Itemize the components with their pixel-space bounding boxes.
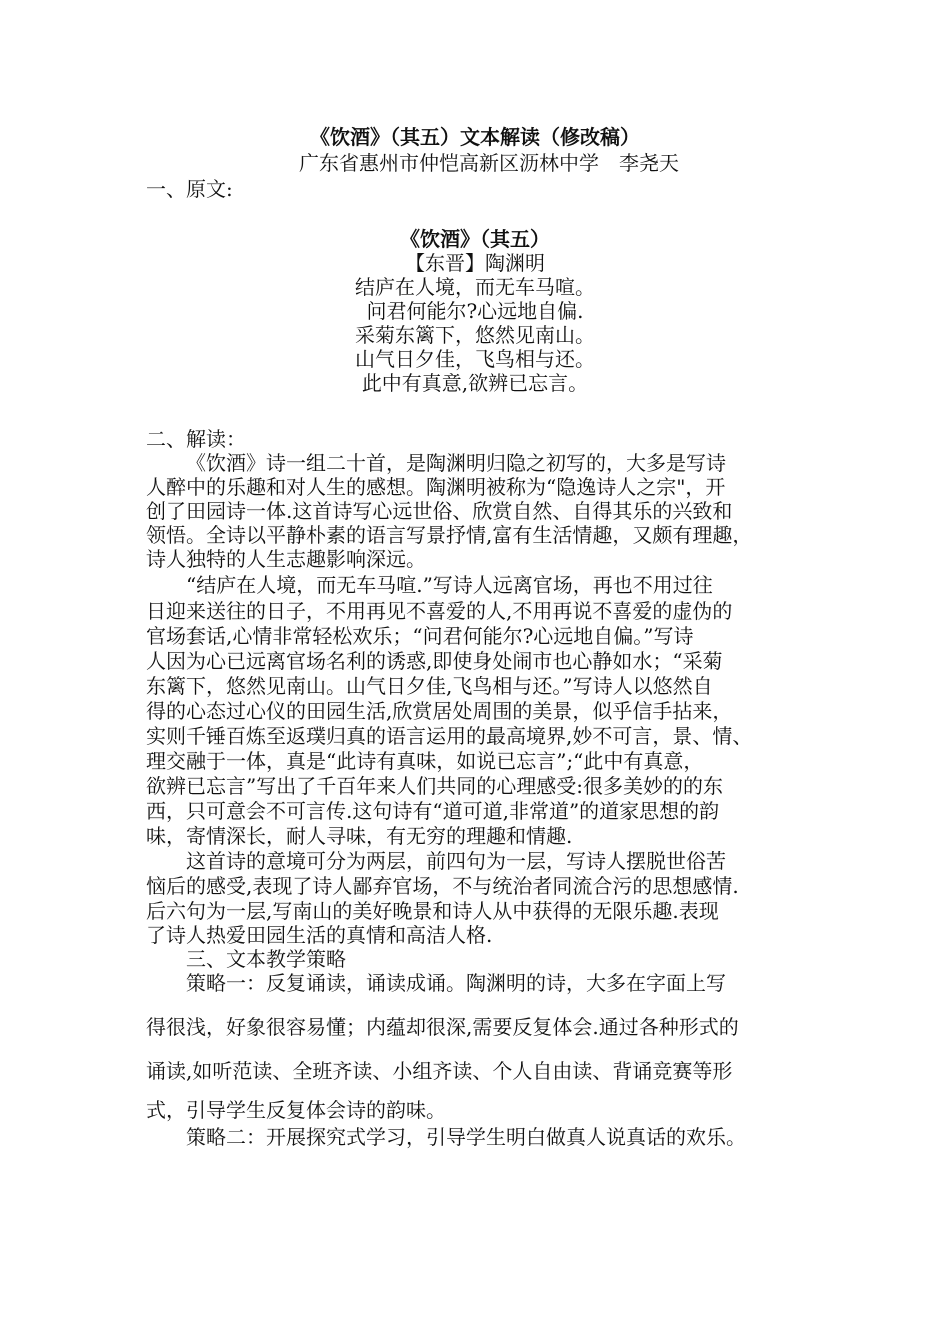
body-line: 诗人独特的人生志趣影响深远。 bbox=[146, 547, 426, 571]
body-line: 得很浅，好象很容易懂；内蕴却很深,需要反复体会.通过各种形式的 bbox=[146, 1015, 739, 1039]
section-heading-strategy: 三、文本教学策略 bbox=[186, 947, 346, 971]
section-heading-interpretation: 二、解读： bbox=[146, 427, 246, 451]
body-line: 味，寄情深长，耐人寻味，有无穷的理趣和情趣. bbox=[146, 824, 573, 848]
body-line: 理交融于一体，真是“此诗有真味，如说已忘言”;“此中有真意， bbox=[146, 749, 704, 773]
body-line: 实则千锤百炼至返璞归真的语言运用的最高境界,妙不可言，景、情、 bbox=[146, 724, 753, 748]
body-line: 诵读,如听范读、全班齐读、小组齐读、个人自由读、背诵竞赛等形 bbox=[146, 1059, 733, 1083]
body-line: 西，只可意会不可言传.这句诗有“道可道,非常道”的道家思想的韵 bbox=[146, 799, 720, 823]
author-line: 广东省惠州市仲恺高新区沥林中学 李尧天 bbox=[299, 151, 679, 175]
poem-title: 《饮酒》（其五） bbox=[400, 227, 550, 251]
poem-line: 结庐在人境，而无车马喧。 bbox=[355, 275, 595, 299]
body-line: 东篱下，悠然见南山。山气日夕佳,飞鸟相与还。”写诗人以悠然自 bbox=[146, 674, 713, 698]
body-line: 日迎来送往的日子，不用再见不喜爱的人,不用再说不喜爱的虚伪的 bbox=[146, 599, 733, 623]
body-line: 策略二：开展探究式学习，引导学生明白做真人说真话的欢乐。 bbox=[186, 1125, 746, 1149]
poem-line: 问君何能尔?心远地自偏. bbox=[366, 299, 584, 323]
poem-line: 采菊东篱下，悠然见南山。 bbox=[355, 323, 595, 347]
body-line: 官场套话,心情非常轻松欢乐；“问君何能尔?心远地自偏。”写诗 bbox=[146, 624, 694, 648]
poem-author: 【东晋】陶渊明 bbox=[405, 251, 545, 275]
body-line: 这首诗的意境可分为两层，前四句为一层，写诗人摆脱世俗苦 bbox=[186, 849, 726, 873]
body-line: 欲辨已忘言”写出了千百年来人们共同的心理感受:很多美妙的的东 bbox=[146, 774, 723, 798]
body-line: 了诗人热爱田园生活的真情和高洁人格. bbox=[146, 923, 493, 947]
body-line: 式，引导学生反复体会诗的韵味。 bbox=[146, 1098, 446, 1122]
poem-line: 此中有真意,欲辨已忘言。 bbox=[361, 371, 589, 395]
body-line: 人醉中的乐趣和对人生的感想。陶渊明被称为“隐逸诗人之宗"，开 bbox=[146, 475, 726, 499]
body-line: 恼后的感受,表现了诗人鄙弃官场，不与统治者同流合污的思想感情. bbox=[146, 874, 739, 898]
section-heading-original: 一、原文: bbox=[146, 177, 233, 201]
body-line: 后六句为一层,写南山的美好晚景和诗人从中获得的无限乐趣.表现 bbox=[146, 899, 719, 923]
body-line: 得的心态过心仪的田园生活,欣赏居处周围的美景，似乎信手拈来， bbox=[146, 699, 733, 723]
poem-line: 山气日夕佳，飞鸟相与还。 bbox=[355, 347, 595, 371]
body-line: 人因为心已远离官场名利的诱惑,即使身处闹市也心静如水；“采菊 bbox=[146, 649, 723, 673]
body-line: 《饮酒》诗一组二十首，是陶渊明归隐之初写的，大多是写诗 bbox=[186, 451, 726, 475]
body-line: 策略一：反复诵读，诵读成诵。陶渊明的诗，大多在字面上写 bbox=[186, 971, 726, 995]
document-title: 《饮酒》（其五）文本解读（修改稿） bbox=[310, 125, 640, 149]
body-line: 领悟。全诗以平静朴素的语言写景抒情,富有生活情趣，又颇有理趣， bbox=[146, 523, 753, 547]
body-line: 创了田园诗一体.这首诗写心远世俗、欣赏自然、自得其乐的兴致和 bbox=[146, 499, 733, 523]
body-line: “结庐在人境，而无车马喧.”写诗人远离官场，再也不用过往 bbox=[186, 573, 713, 597]
